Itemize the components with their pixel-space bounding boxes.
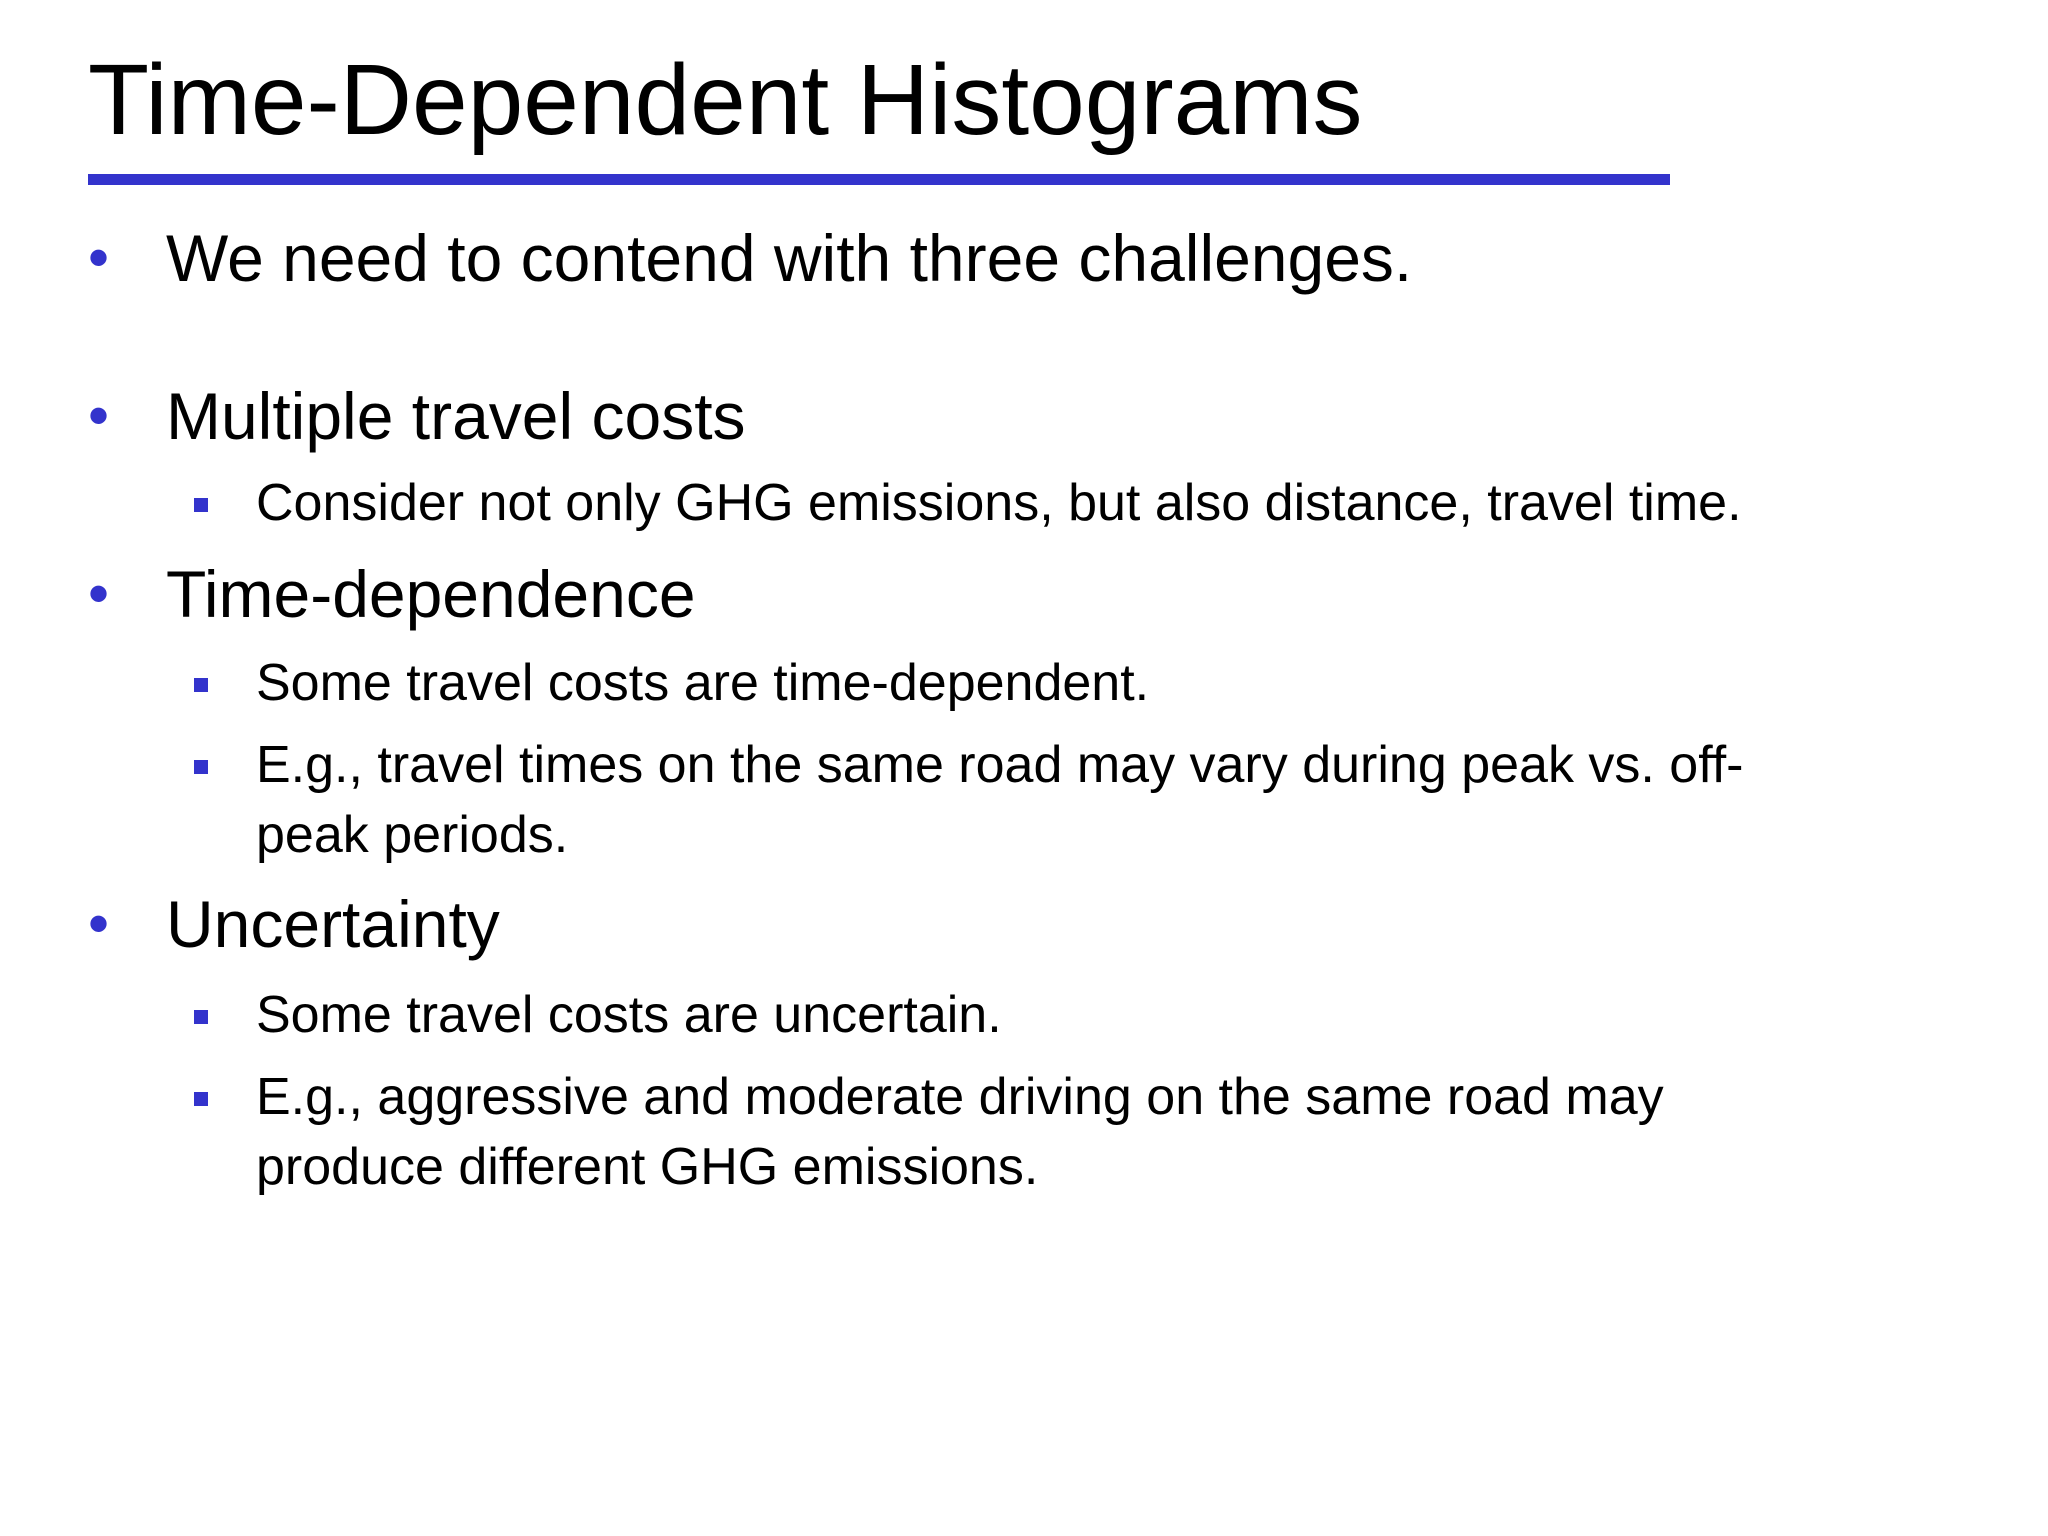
square-bullet-icon	[194, 1092, 208, 1106]
bullet-dot-icon: •	[88, 224, 110, 291]
subbullet-text-line-1: E.g., travel times on the same road may vary during peak vs. off-	[256, 736, 1744, 794]
bullet-dot-icon: •	[88, 890, 110, 957]
bullet-text: Uncertainty	[166, 887, 500, 961]
bullet-text: We need to contend with three challenges.	[166, 221, 1413, 295]
square-bullet-icon	[194, 498, 208, 512]
bullet-dot-icon: •	[88, 382, 110, 449]
slide-title: Time-Dependent Histograms	[88, 44, 1363, 156]
subbullet-text: Some travel costs are time-dependent.	[256, 654, 1150, 712]
bullet-dot-icon: •	[88, 560, 110, 627]
square-bullet-icon	[194, 760, 208, 774]
square-bullet-icon	[194, 1010, 208, 1024]
subbullet-text: Some travel costs are uncertain.	[256, 986, 1002, 1044]
subbullet-text-line-2: peak periods.	[256, 806, 569, 864]
subbullet-text: Consider not only GHG emissions, but also distance, travel time.	[256, 474, 1742, 532]
title-underline	[88, 174, 1670, 185]
subbullet-text-line-2: produce different GHG emissions.	[256, 1138, 1039, 1196]
bullet-text: Time-dependence	[166, 557, 696, 631]
square-bullet-icon	[194, 678, 208, 692]
subbullet-text-line-1: E.g., aggressive and moderate driving on the same road may	[256, 1068, 1664, 1126]
bullet-text: Multiple travel costs	[166, 379, 746, 453]
